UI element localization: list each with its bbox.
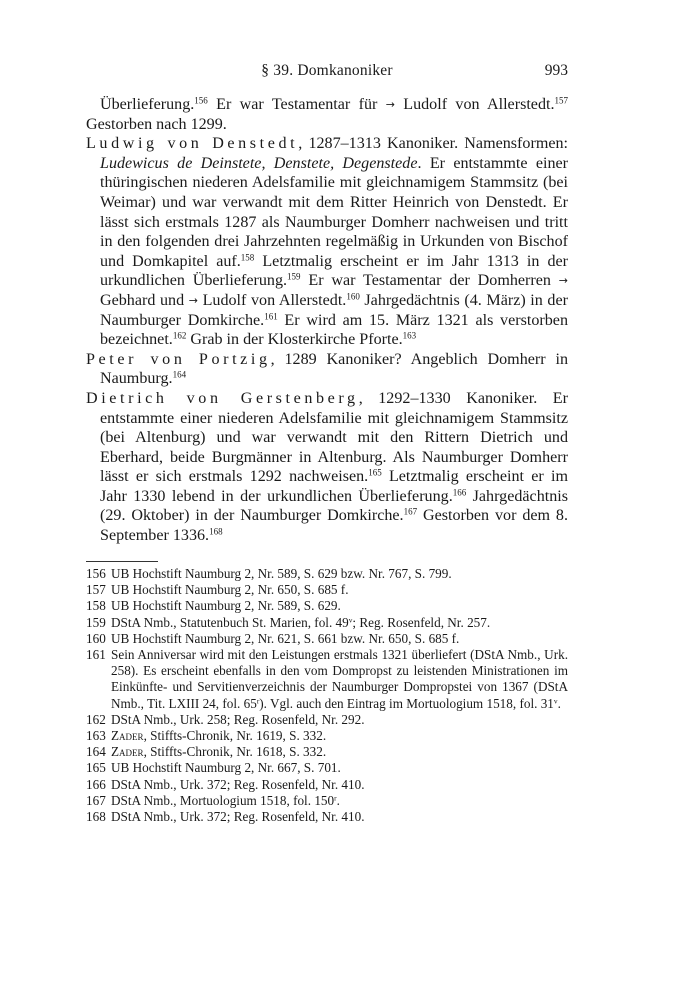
entry-ludwig-von-denstedt — [86, 134, 568, 350]
footnote — [86, 793, 568, 809]
author-name: Zader — [111, 728, 144, 744]
folio-side: r — [256, 696, 260, 706]
footnote-text — [111, 744, 568, 760]
footnote — [86, 566, 568, 582]
footnote-number: 160 — [86, 630, 106, 646]
footnote-text: UB Hochstift Naumburg 2, Nr. 667, S. 701. — [111, 760, 341, 776]
footnote-separator — [86, 561, 158, 562]
text-run: DStA Nmb., Statutenbuch St. Marien, fol. 49 — [111, 614, 349, 630]
footnote-text: DStA Nmb., Urk. 372; Reg. Rosenfeld, Nr. 410. — [111, 776, 365, 792]
footnote-number: 163 — [86, 728, 106, 744]
cross-reference-arrow-icon: → — [188, 293, 198, 307]
footnote-ref[interactable]: 165 — [368, 467, 382, 478]
footnote-number: 156 — [86, 566, 106, 581]
footnote-ref[interactable]: 168 — [209, 526, 223, 537]
footnote-text — [111, 728, 568, 744]
footnote — [86, 760, 568, 776]
running-title: § 39. Domkanoniker — [261, 62, 393, 79]
footnotes — [86, 566, 568, 825]
text-run: Gestorben nach 1299. — [86, 115, 227, 133]
footnote-number: 157 — [86, 582, 106, 598]
entry-name: Peter von Portzig — [86, 350, 271, 368]
text-run: , 1292–1330 Kanoniker. Er entstammte einer niederen Adelsfamilie mit gleichnamigem Stammsitz (bei Altenburg) und war verwandt mit den Rittern Dietrich und Eberhard, beide Burgmänner in Altenburg. Als Naumburger Domherr lässt er sich erstmals 1292 nachweisen. — [100, 389, 568, 486]
footnote-ref[interactable]: 163 — [402, 330, 417, 341]
footnote-ref[interactable]: 161 — [264, 310, 278, 321]
footnote-number: 164 — [86, 744, 106, 760]
footnote — [86, 712, 568, 728]
footnote-number: 158 — [86, 598, 106, 614]
footnote-number: 167 — [86, 792, 106, 808]
text-run: . — [336, 792, 340, 808]
text-run: Sein Anniversar wird mit den Leistungen erstmals 1321 überliefert (DStA Nmb., Urk. 258). Es erscheint ebenfalls in den vom Dompropst zu leistenden Ministrationen im Einkünfte- und Servitienverzeichnis der Naumburger Dompropstei von 1367 (DStA Nmb., Tit. LXIII 24, fol. 65 — [111, 647, 568, 711]
text-run: Überlieferung. — [100, 96, 195, 113]
footnote — [86, 777, 568, 793]
folio-side: r — [334, 793, 337, 803]
footnote — [86, 809, 568, 825]
text-run: ; Reg. Rosenfeld, Nr. 257. — [352, 614, 491, 630]
footnote-text — [111, 793, 568, 809]
text-run: Jahrgedächtnis (29. Oktober) in der Naumburger Domkirche. — [100, 487, 568, 525]
footnote — [86, 631, 568, 647]
footnote-ref[interactable]: 156 — [194, 95, 208, 106]
footnote — [86, 647, 568, 712]
footnote-text: UB Hochstift Naumburg 2, Nr. 621, S. 661 bzw. Nr. 650, S. 685 f. — [111, 630, 460, 646]
text-run: DStA Nmb., Mortuologium 1518, fol. 150 — [111, 792, 335, 808]
text-run: ). Vgl. auch den Eintrag im Mortuologium 1518, fol. 31 — [259, 695, 554, 711]
text-run: Er war Testamentar der Domherren — [300, 272, 559, 290]
author-name: Zader — [111, 744, 144, 760]
paragraph-continuation — [86, 95, 568, 134]
footnote-ref[interactable]: 159 — [287, 271, 301, 282]
footnote-number: 166 — [86, 776, 106, 792]
footnote-number: 159 — [86, 614, 106, 630]
text-run: Letztmalig erscheint er im Jahr 1313 in der urkundlichen Überlieferung. — [100, 252, 569, 290]
footnote — [86, 598, 568, 614]
footnote-ref[interactable]: 164 — [172, 369, 187, 380]
text-run: Ludolf von Allerstedt. — [394, 96, 555, 113]
footnote-ref[interactable]: 158 — [240, 252, 255, 263]
footnote-number: 168 — [86, 809, 106, 825]
footnote-ref[interactable]: 166 — [452, 487, 467, 498]
footnote-text: DStA Nmb., Urk. 372; Reg. Rosenfeld, Nr. 410. — [111, 809, 365, 825]
footnote-text — [111, 647, 568, 712]
text-run: Jahrgedächtnis (4. März) in der Naumburger Domkirche. — [100, 291, 568, 329]
folio-side: v — [348, 615, 353, 625]
page-number: 993 — [544, 62, 568, 79]
footnote-text — [111, 615, 568, 631]
footnote-text: UB Hochstift Naumburg 2, Nr. 650, S. 685 f. — [111, 582, 349, 598]
footnote-ref[interactable]: 167 — [403, 506, 418, 517]
running-head — [86, 62, 568, 82]
text-run: , 1289 Kanoniker? Angeblich Domherr in Naumburg. — [100, 350, 568, 388]
cross-reference-arrow-icon: → — [558, 274, 568, 288]
name-forms: Ludewicus de Deinstete, Denstete, Degenstede — [100, 154, 418, 172]
footnote — [86, 615, 568, 631]
folio-side: v — [553, 696, 558, 706]
footnote-number: 162 — [86, 711, 106, 727]
text-run: Grab in der Klosterkirche Pforte. — [186, 331, 403, 349]
footnote-ref[interactable]: 162 — [172, 330, 187, 341]
main-text — [86, 95, 568, 546]
footnote — [86, 744, 568, 760]
text-run: , Stiffts-Chronik, Nr. 1618, S. 332. — [143, 744, 327, 760]
footnote — [86, 728, 568, 744]
text-run: Er war Testamentar für — [207, 96, 386, 113]
footnote-number: 165 — [86, 760, 106, 776]
footnote-text: UB Hochstift Naumburg 2, Nr. 589, S. 629. — [111, 598, 341, 614]
footnote-ref[interactable]: 157 — [554, 95, 568, 106]
text-run: Er wird am 15. März 1321 als verstorben bezeichnet. — [100, 311, 568, 349]
entry-peter-von-portzig — [86, 350, 568, 389]
entry-dietrich-von-gerstenberg — [86, 389, 568, 546]
text-run: Ludolf von Allerstedt. — [197, 291, 347, 309]
footnote-ref[interactable]: 160 — [346, 291, 360, 302]
text-run: Letztmalig erscheint er im Jahr 1330 lebend in der urkundlichen Überlieferung. — [100, 468, 568, 505]
footnote-number: 161 — [86, 647, 106, 663]
footnote-text: UB Hochstift Naumburg 2, Nr. 589, S. 629 bzw. Nr. 767, S. 799. — [111, 566, 452, 581]
entry-name: Dietrich von Gerstenberg — [86, 389, 359, 407]
text-run: . — [557, 695, 561, 711]
entry-name: Ludwig von Denstedt — [86, 135, 299, 153]
text-run: Gestorben vor dem 8. September 1336. — [100, 507, 568, 545]
text-run: . Er entstammte einer thüringischen niederen Adelsfamilie mit gleichnamigem Stammsitz (bei Weimar) und war verwandt mit dem Ritter Heinrich von Denstedt. Er lässt sich erstmals 1287 als Naumburger Domherr nachweisen und tritt in den folgenden drei Jahrzehnten regelmäßig in Urkunden von Bischof und Domkapitel auf. — [100, 154, 569, 270]
text-run: Gebhard und — [100, 291, 189, 309]
text-run: , Stiffts-Chronik, Nr. 1619, S. 332. — [143, 728, 327, 744]
footnote-text: DStA Nmb., Urk. 258; Reg. Rosenfeld, Nr. 292. — [111, 711, 365, 727]
footnote — [86, 582, 568, 598]
cross-reference-arrow-icon: → — [385, 98, 395, 111]
text-run: , 1287–1313 Kanoniker. Namensformen: — [298, 135, 568, 153]
